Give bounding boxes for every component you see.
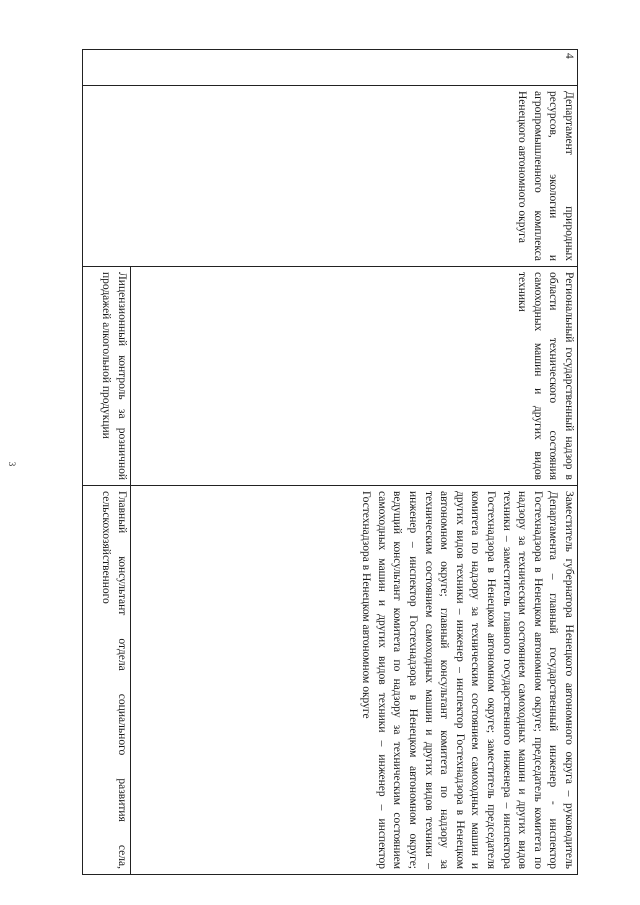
page-number: 3 bbox=[7, 461, 17, 467]
function-cell: Лицензионный контроль за розничной продажей алкогольной продукции bbox=[83, 267, 131, 486]
table-row bbox=[131, 50, 578, 875]
department-cell: Департамент природных ресурсов, экологии и агропромышленного комплекса Ненецкого автономного округа bbox=[83, 86, 578, 267]
officials-cell: Заместитель губернатора Ненецкого автономного округа – руководитель Департамента – главный государственный инженер - инспектор Гостехнадзора в Ненецком автономном округе; председатель комитета по надзору за техническим состоянием самоходных машин и других видов техники – заместитель главного государственного инженера – инспектора Гостехнадзора в Ненецком автономном округе; заместитель председателя комитета по надзору за техническим состоянием самоходных машин и других видов техники – инженер – инспектор Гостехнадзора в Ненецком автономном округе; главный консультант комитета по надзору за техническим состоянием самоходных машин и других видов техники – инженер – инспектор Гостехнадзора в Ненецком автономном округе; ведущий консультант комитета по надзору за техническим состоянием самоходных машин и других видов техники – инженер – инспектор Гостехнадзора в Ненецком автономном округе bbox=[131, 486, 578, 875]
rotated-table bbox=[83, 49, 578, 874]
row-number-cell: 4 bbox=[83, 50, 578, 86]
function-cell: Региональный государственный надзор в области технического состояния самоходных машин и других видов техники bbox=[131, 267, 578, 486]
control-functions-table bbox=[82, 49, 578, 875]
officials-cell: Главный консультант отдела социального развития села, сельскохозяйственного bbox=[83, 486, 131, 875]
